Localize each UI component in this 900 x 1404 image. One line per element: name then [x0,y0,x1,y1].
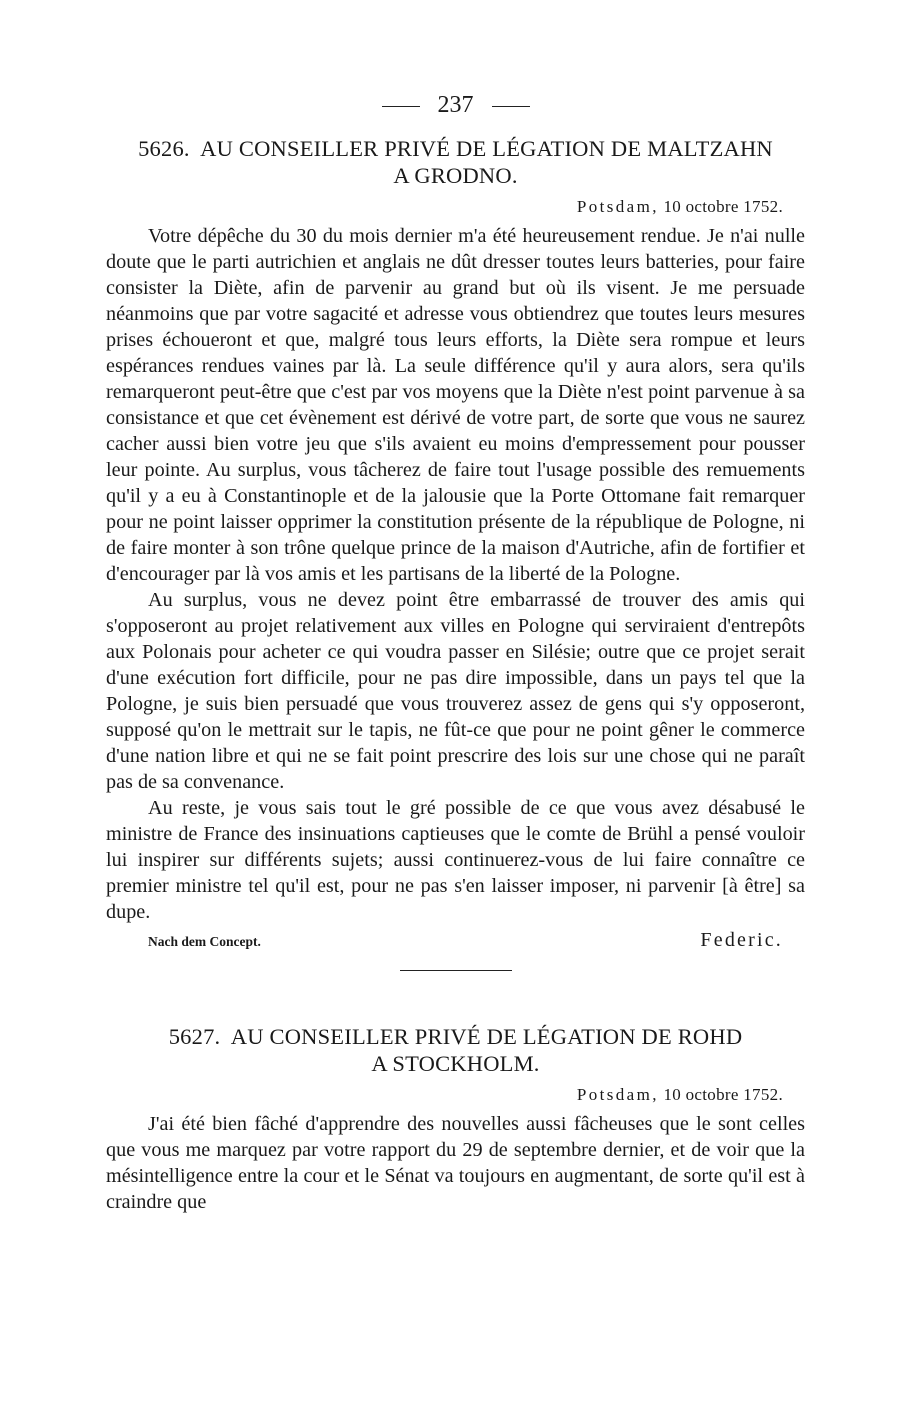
letter-5627 [106,1023,805,1215]
letter-body [106,223,805,925]
separator-rule [400,970,512,971]
letter-heading [106,1023,805,1077]
dash-left [382,106,420,107]
dateline [106,1085,783,1105]
signature: Federic. [700,929,783,951]
source-note: Nach dem Concept. [148,934,261,949]
dateline-place: Potsdam, [576,197,659,216]
paragraph: J'ai été bien fâché d'apprendre des nouvelles aussi fâcheuses que le sont celles que vous me marquez par votre rapport du 29 de septembre dernier, et de voir que la mésintelligence entre la cour et le Sénat va toujours en augmentant, de sorte qu'il est à craindre que [106,1113,805,1213]
page [106,92,805,1215]
letter-5626 [106,135,805,952]
letter-number: 5627. [168,1024,221,1049]
letter-heading [106,135,805,189]
letter-heading-line2: A GRODNO. [393,163,518,188]
letter-number: 5626. [138,136,190,161]
letter-body [106,1111,805,1215]
signature-row [106,929,805,952]
dateline-date: 10 octobre 1752. [663,197,783,216]
letter-heading-line2: A STOCKHOLM. [371,1051,540,1076]
paragraph: Au surplus, vous ne devez point être embarrassé de trouver des amis qui s'opposeront au projet relativement aux villes en Pologne qui serviraient d'entrepôts aux Polonais pour acheter ce qui voudra passer en Silésie; outre que ce projet serait d'une exécution fort difficile, pour ne pas dire impossible, dans un pays tel que la Pologne, je suis bien persuadé que vous trouverez assez de gens qui s'y opposeront, supposé qu'on le mettrait sur le tapis, ne fût-ce que pour ne point gêner le commerce d'une nation libre et qui ne se fait point prescrire des lois sur une chose qui ne paraît pas de sa convenance. [106,589,805,793]
dateline [106,197,783,217]
dash-right [492,106,530,107]
letter-title: AU CONSEILLER PRIVÉ DE LÉGATION DE ROHD [230,1024,743,1049]
page-number: 237 [437,92,474,118]
page-number-row [106,92,805,119]
letter-heading-line1 [106,135,805,162]
letter-heading-line1 [106,1023,805,1050]
paragraph: Votre dépêche du 30 du mois dernier m'a été heureusement rendue. Je n'ai nulle doute que le parti autrichien et anglais ne dût dresser toutes leurs batteries, pour faire consister la Diète, afin de parvenir au grand but où ils visent. Je me persuade néanmoins que par votre sagacité et adresse vous obtiendrez que toutes leurs mesures prises échoueront et que, malgré tous leurs efforts, la Diète sera rompue et leurs espérances rendues vaines par là. La seule différence qu'il y aura alors, sera qu'ils remarqueront peut-être que c'est par vos moyens que la Diète n'est point parvenue à sa consistance et que cet évènement est dérivé de votre part, de sorte que vous ne saurez cacher aussi bien votre jeu que s'ils avaient eu moins d'empressement pour pousser leur pointe. Au surplus, vous tâcherez de faire tout l'usage possible des remuements qu'il y a eu à Constantinople et de la jalousie que la Porte Ottomane fait remarquer pour ne point laisser opprimer la constitution présente de la république de Pologne, ni de faire monter à son trône quelque prince de la maison d'Autriche, afin de fortifier et d'encourager par là vos amis et les partisans de la liberté de la Pologne. [106,225,805,585]
dateline-date: 10 octobre 1752. [663,1085,783,1104]
letter-title: AU CONSEILLER PRIVÉ DE LÉGATION DE MALTZAHN [200,136,773,161]
paragraph: Au reste, je vous sais tout le gré possible de ce que vous avez désabusé le ministre de France des insinuations captieuses que le comte de Brühl a pensé vouloir lui inspirer sur différents sujets; aussi continuerez-vous de lui faire connaître ce premier ministre tel qu'il est, pour ne pas s'en laisser imposer, ni parvenir [à être] sa dupe. [106,797,805,923]
dateline-place: Potsdam, [576,1085,659,1104]
